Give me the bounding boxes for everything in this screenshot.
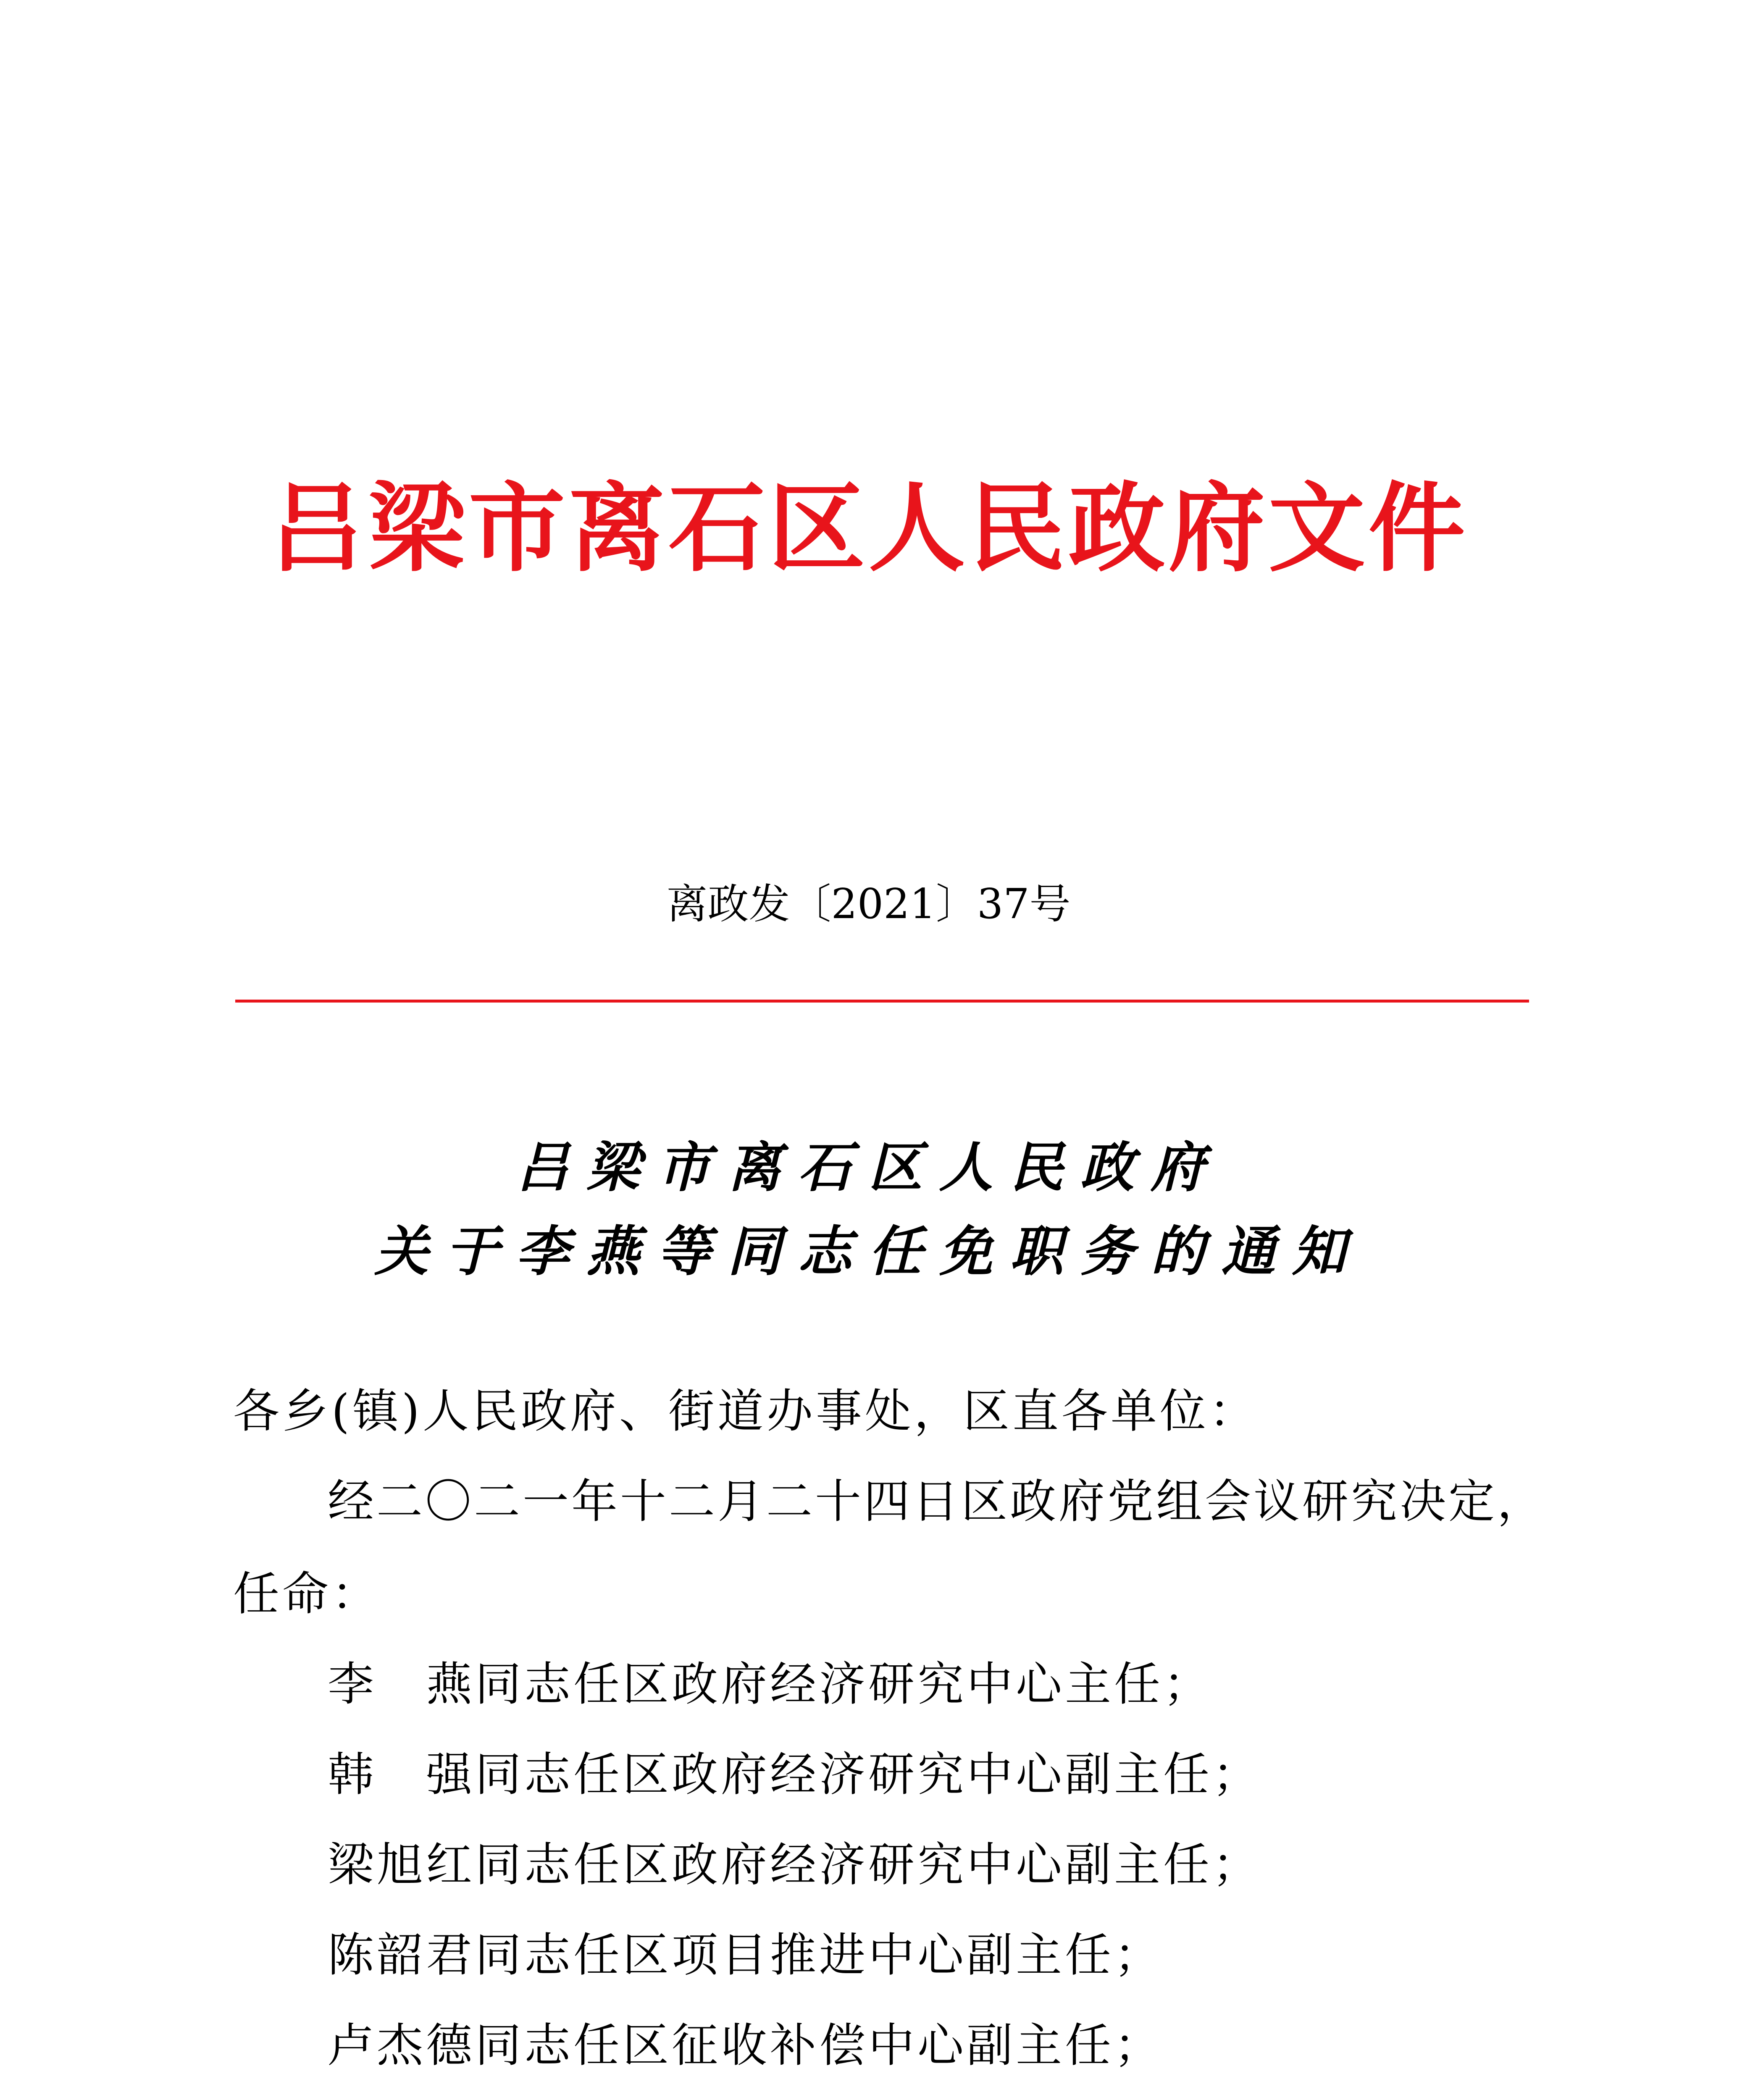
appointment-item: 韩 强同志任区政府经济研究中心副主任； [328,1748,1261,1801]
decision-paragraph-continuation: 任命： [233,1567,381,1621]
document-number: 离政发〔2021〕37号 [666,880,1071,928]
salutation: 各乡(镇)人民政府、街道办事处，区直各单位： [233,1384,1258,1438]
appointment-item: 陈韶君同志任区项目推进中心副主任； [328,1928,1163,1982]
appointment-item: 梁旭红同志任区政府经济研究中心副主任； [328,1838,1261,1892]
appointment-item: 卢杰德同志任区征收补偿中心副主任； [328,2019,1163,2072]
notice-title-line-2: 关于李燕等同志任免职务的通知 [374,1220,1363,1283]
decision-paragraph: 经二〇二一年十二月二十四日区政府党组会议研究决定， [328,1475,1546,1528]
notice-title-line-1: 吕梁市离石区人民政府 [515,1136,1222,1199]
red-separator-line [235,1000,1529,1003]
masthead-title: 吕梁市离石区人民政府文件 [268,473,1469,585]
appointment-item: 李 燕同志任区政府经济研究中心主任； [328,1657,1212,1711]
